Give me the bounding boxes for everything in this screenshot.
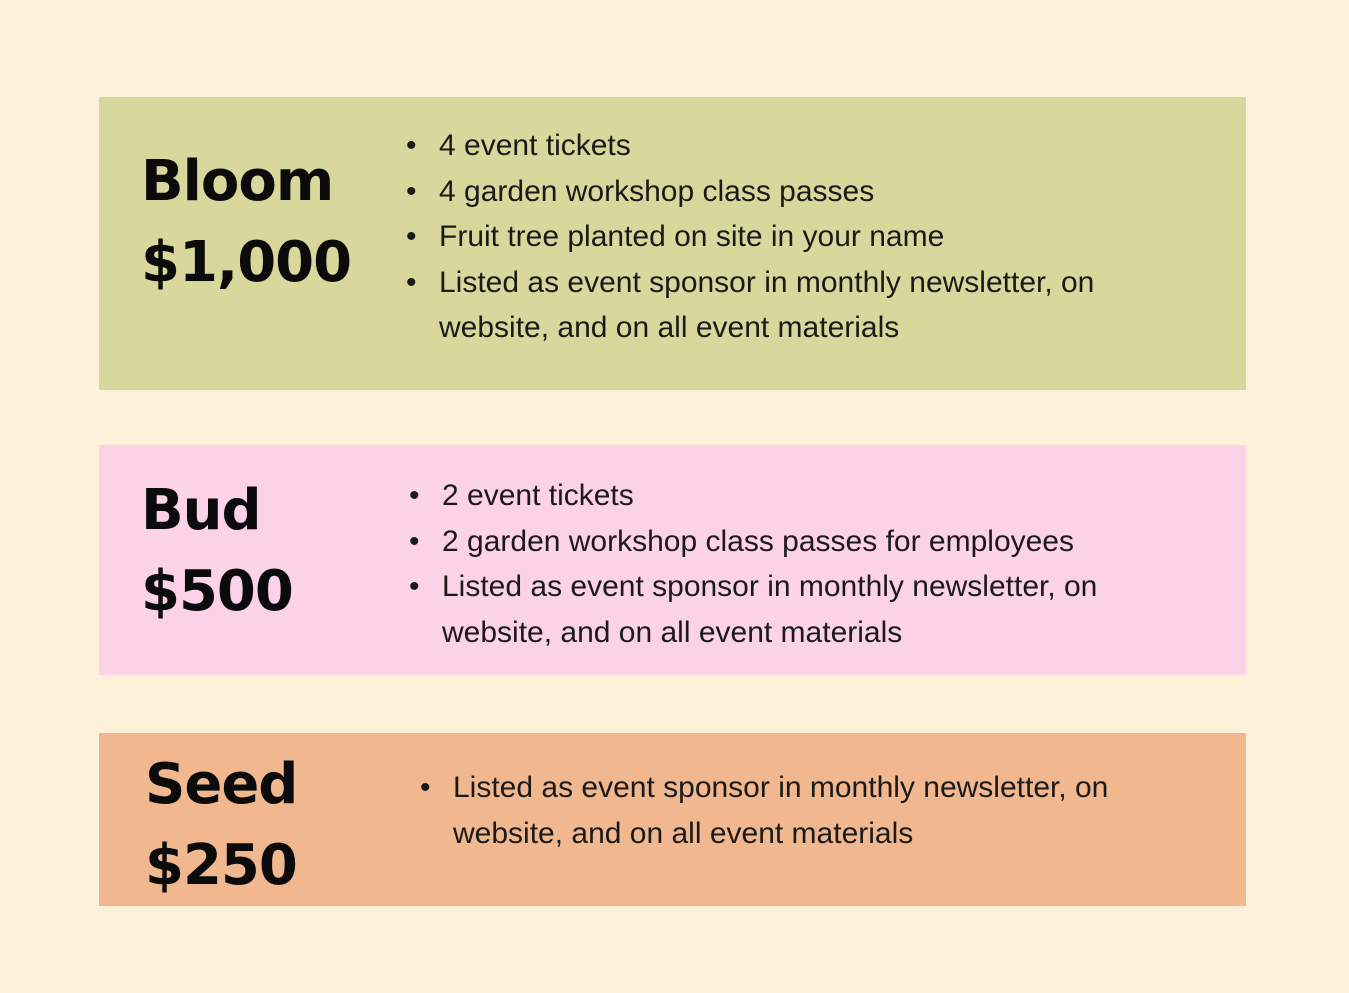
tier-price: $1,000 (141, 230, 352, 295)
tier-price: $250 (145, 833, 297, 898)
benefit-text: 2 garden workshop class passes for employees (442, 524, 1074, 558)
tier-card-bloom (99, 97, 1246, 390)
benefit-item (409, 564, 1199, 655)
bullet-icon: • (409, 479, 420, 512)
tier-name: Seed (145, 752, 298, 817)
tier-name: Bloom (141, 149, 334, 214)
benefit-item (406, 260, 1196, 351)
benefit-item (420, 765, 1210, 856)
bullet-icon: • (406, 129, 417, 162)
benefit-list (420, 765, 1210, 856)
bullet-icon: • (406, 220, 417, 253)
bullet-icon: • (406, 265, 417, 299)
bullet-icon: • (406, 174, 417, 208)
tier-name: Bud (141, 478, 261, 543)
benefit-text: Listed as event sponsor in monthly newsletter, on website, and on all event materials (453, 771, 1109, 850)
benefit-list (409, 473, 1199, 655)
benefit-text: 4 event tickets (439, 129, 631, 162)
bullet-icon: • (409, 570, 420, 603)
benefit-text: Listed as event sponsor in monthly newsletter, on website, and on all event materials (442, 570, 1098, 649)
benefit-item (409, 473, 1199, 519)
tier-price: $500 (141, 559, 293, 624)
benefit-item (406, 214, 1196, 260)
benefit-text: Fruit tree planted on site in your name (439, 220, 945, 253)
benefit-text: 2 event tickets (442, 479, 634, 512)
benefit-list (406, 123, 1196, 351)
tier-card-bud (99, 445, 1246, 675)
benefit-text: Listed as event sponsor in monthly newsletter, on website, and on all event materials (439, 265, 1095, 344)
bullet-icon: • (420, 771, 431, 804)
tier-card-seed (99, 733, 1246, 906)
bullet-icon: • (409, 524, 420, 558)
benefit-text: 4 garden workshop class passes (439, 174, 875, 208)
benefit-item (406, 123, 1196, 169)
benefit-item (409, 519, 1199, 565)
benefit-item (406, 169, 1196, 215)
